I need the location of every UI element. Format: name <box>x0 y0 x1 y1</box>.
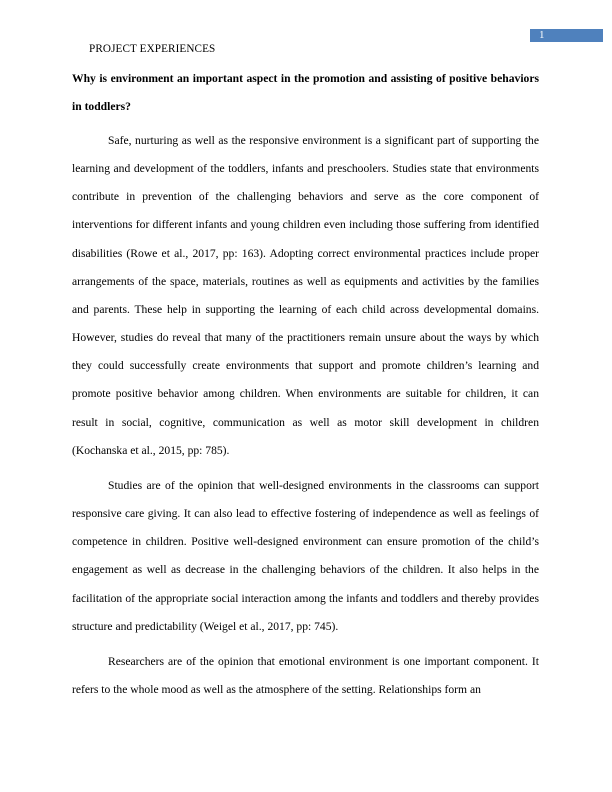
page-number-badge <box>530 29 603 42</box>
section-heading: Why is environment an important aspect in the promotion and assisting of positive behaviors in toddlers? <box>72 72 539 113</box>
paragraph-2: Studies are of the opinion that well-designed environments in the classrooms can support responsive care giving. It can also lead to effective fostering of independence as well as feelings of competence in children. Positive well-designed environment can ensure promotion of the child’s engagement as well as decrease in the challenging behaviors of the children. It also helps in the facilitation of the appropriate social interaction among the infants and toddlers and thereby provides structure and predictability (Weigel et al., 2017, pp: 745). <box>72 478 539 633</box>
page-number: 1 <box>539 29 545 41</box>
running-head: PROJECT EXPERIENCES <box>89 43 216 55</box>
paragraph-3: Researchers are of the opinion that emotional environment is one important component. It refers to the whole mood as well as the atmosphere of the setting. Relationships form an <box>72 654 539 696</box>
document-body <box>72 65 539 704</box>
paragraph-1: Safe, nurturing as well as the responsive environment is a significant part of supporting the learning and development of the toddlers, infants and preschoolers. Studies state that environments contribute in prevention of the challenging behaviors and serve as the core component of interventions for different infants and young children even including those suffering from identified disabilities (Rowe et al., 2017, pp: 163). Adopting correct environmental practices include proper arrangements of the space, materials, routines as well as equipments and activities by the families and parents. These help in supporting the learning of each child across developmental domains. However, studies do reveal that many of the practitioners remain unsure about the ways by which they could successfully create environments that support and promote children’s learning and promote positive behavior among children. When environments are suitable for children, it can result in social, cognitive, communication as well as motor skill development in children (Kochanska et al., 2015, pp: 785). <box>72 134 539 457</box>
